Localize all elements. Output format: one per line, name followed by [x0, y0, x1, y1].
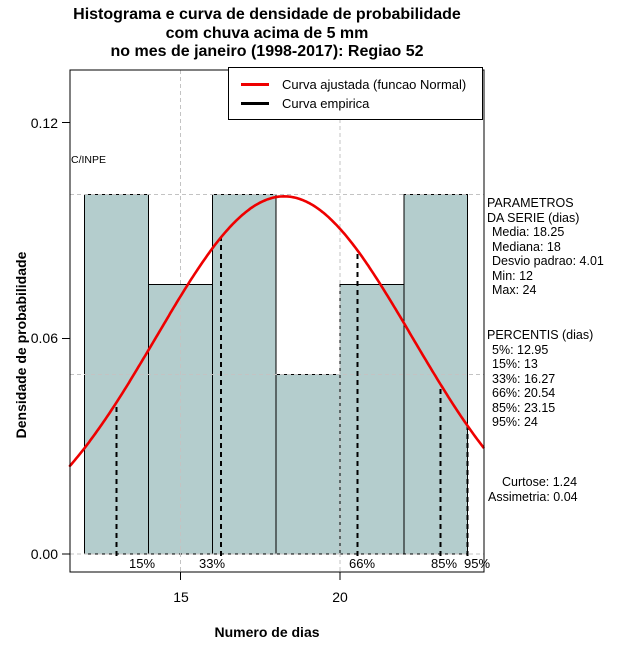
moments-panel: [487, 475, 578, 504]
empirical-curve-line-icon: [241, 102, 269, 105]
percentile-label-15: 15%: [128, 556, 156, 571]
legend: [228, 67, 483, 120]
percentil-33: 33%: 16.27: [492, 371, 556, 386]
chart-title: [0, 6, 534, 62]
x-tick-label-20: 20: [332, 589, 348, 605]
param-mediana: Mediana: 18: [492, 239, 561, 254]
percentis-heading: PERCENTIS (dias): [487, 328, 594, 342]
param-min: Min: 12: [492, 268, 533, 283]
histogram-bar: [340, 284, 404, 554]
assimetria-value: Assimetria: 0.04: [488, 489, 578, 504]
percentil-5: 5%: 12.95: [492, 342, 549, 357]
fitted-curve-line-icon: [241, 83, 269, 86]
curtose-value: Curtose: 1.24: [502, 475, 578, 489]
chart-title-line3: no mes de janeiro (1998-2017): Regiao 52: [110, 43, 424, 60]
x-axis-label: Numero de dias: [214, 624, 320, 640]
legend-label-empirical-curve: Curva empirica: [282, 95, 370, 111]
chart-title-line1: Histograma e curva de densidade de probabilidade: [73, 6, 461, 23]
percentil-85: 85%: 23.15: [492, 400, 556, 415]
x-tick-label-15: 15: [173, 589, 189, 605]
watermark: C/INPE: [71, 154, 107, 166]
chart-title-line2: com chuva acima de 5 mm: [165, 24, 369, 42]
legend-item-fitted-curve: [241, 76, 482, 92]
legend-item-empirical-curve: [241, 95, 482, 111]
percentile-label-95: 95%: [463, 556, 491, 571]
histogram-bar: [276, 374, 340, 554]
y-tick-label-000: 0.00: [30, 546, 58, 562]
percentile-label-85: 85%: [430, 556, 458, 571]
param-media: Media: 18.25: [492, 225, 565, 239]
percentile-label-66: 66%: [348, 556, 376, 571]
param-max: Max: 24: [492, 283, 537, 297]
y-tick-label-012: 0.12: [30, 115, 58, 131]
y-axis-label: Densidade de probabilidade: [13, 251, 29, 439]
legend-label-fitted-curve: Curva ajustada (funcao Normal): [282, 76, 467, 92]
param-desvio-padrao: Desvio padrao: 4.01: [492, 254, 604, 268]
percentiles-panel: [487, 328, 593, 430]
series-parameters-panel: [487, 196, 604, 298]
y-tick-label-006: 0.06: [30, 330, 58, 346]
percentil-95: 95%: 24: [492, 415, 538, 429]
params-heading-line2: DA SERIE (dias): [487, 210, 580, 225]
percentil-66: 66%: 20.54: [492, 386, 556, 400]
percentile-label-33: 33%: [198, 556, 226, 571]
percentil-15: 15%: 13: [492, 357, 538, 371]
params-heading-line1: PARAMETROS: [487, 196, 574, 210]
